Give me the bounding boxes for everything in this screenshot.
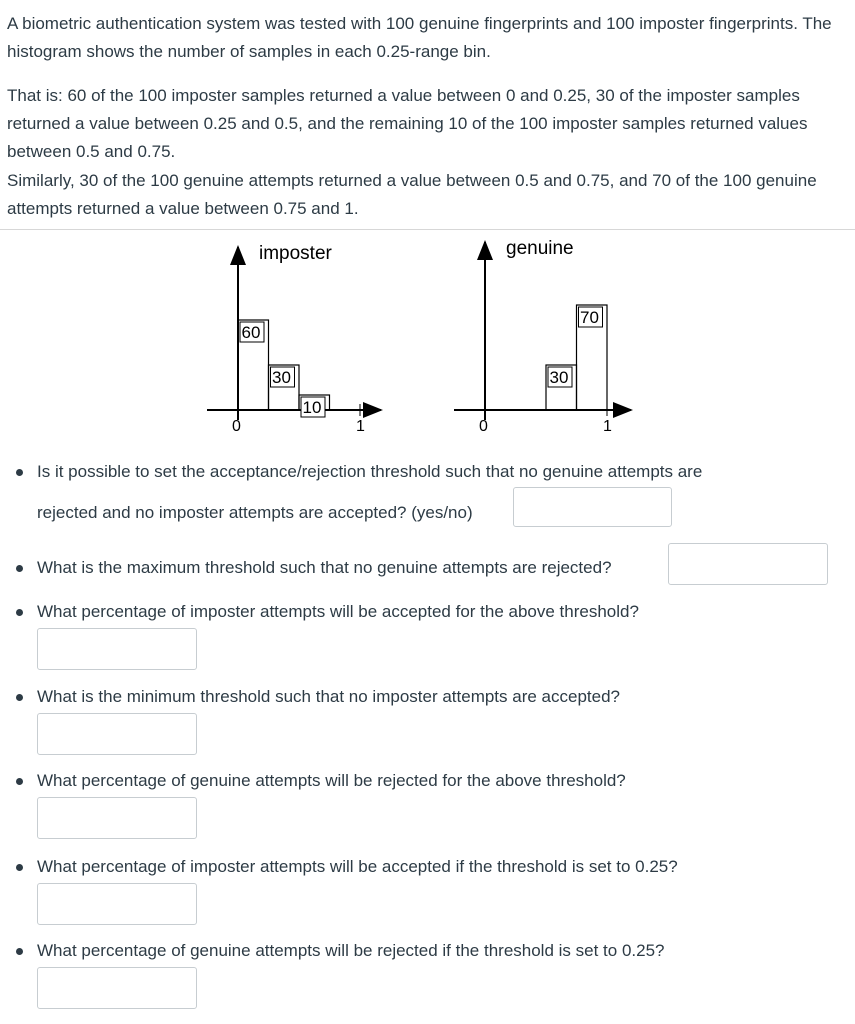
- genuine-tick-label-1: 1: [603, 418, 612, 435]
- imposter-bar-label: 60: [241, 323, 261, 342]
- bullet: [16, 694, 23, 701]
- bullet: [16, 948, 23, 955]
- intro-paragraph-2: That is: 60 of the 100 imposter samples returned a value between 0 and 0.25, 30 of the imposter samples returned a value between 0.25 and 0.5, and the remaining 10 of the 100 imposter samples returned values between 0.5 and 0.75.: [7, 86, 808, 161]
- imposter-histogram: [207, 243, 381, 435]
- imposter-tick-label-0: 0: [232, 418, 241, 435]
- bullet: [16, 609, 23, 616]
- question-6-text: What percentage of imposter attempts will be accepted if the threshold is set to 0.25?: [37, 857, 678, 876]
- answer-5-input[interactable]: [37, 797, 197, 839]
- question-3-text: What percentage of imposter attempts will be accepted for the above threshold?: [37, 602, 639, 621]
- divider: [0, 229, 855, 230]
- question-1-text: Is it possible to set the acceptance/rejection threshold such that no genuine attempts are: [37, 462, 703, 481]
- question-5-text: What percentage of genuine attempts will be rejected for the above threshold?: [37, 771, 626, 790]
- imposter-title: imposter: [259, 243, 332, 264]
- answer-3-input[interactable]: [37, 628, 197, 670]
- genuine-histogram: [454, 238, 631, 435]
- bullet: [16, 469, 23, 476]
- question-4-text: What is the minimum threshold such that no imposter attempts are accepted?: [37, 687, 620, 706]
- intro-paragraph-1: A biometric authentication system was tested with 100 genuine fingerprints and 100 imposter fingerprints. The histogram shows the number of samples in each 0.25-range bin.: [7, 14, 832, 61]
- bullet: [16, 864, 23, 871]
- answer-6-input[interactable]: [37, 883, 197, 925]
- imposter-bar-label: 30: [272, 368, 291, 387]
- question-2-text: What is the maximum threshold such that no genuine attempts are rejected?: [37, 558, 612, 577]
- answer-1-input[interactable]: [513, 487, 672, 527]
- genuine-bar-label: 70: [580, 308, 599, 327]
- answer-4-input[interactable]: [37, 713, 197, 755]
- bullet: [16, 565, 23, 572]
- bullet: [16, 778, 23, 785]
- imposter-tick-label-1: 1: [356, 418, 365, 435]
- imposter-bar-label: 10: [302, 398, 322, 417]
- answer-7-input[interactable]: [37, 967, 197, 1009]
- genuine-tick-label-0: 0: [479, 418, 488, 435]
- answer-2-input[interactable]: [668, 543, 828, 585]
- question-1-text-cont: rejected and no imposter attempts are accepted? (yes/no): [37, 503, 473, 522]
- question-7-text: What percentage of genuine attempts will be rejected if the threshold is set to 0.25?: [37, 941, 665, 960]
- genuine-bar-label: 30: [549, 368, 569, 387]
- histogram-figure: [195, 232, 645, 442]
- genuine-title: genuine: [506, 238, 574, 259]
- intro-paragraph-3: Similarly, 30 of the 100 genuine attempts returned a value between 0.5 and 0.75, and 70 of the 100 genuine attempts returned a value between 0.75 and 1.: [7, 171, 817, 218]
